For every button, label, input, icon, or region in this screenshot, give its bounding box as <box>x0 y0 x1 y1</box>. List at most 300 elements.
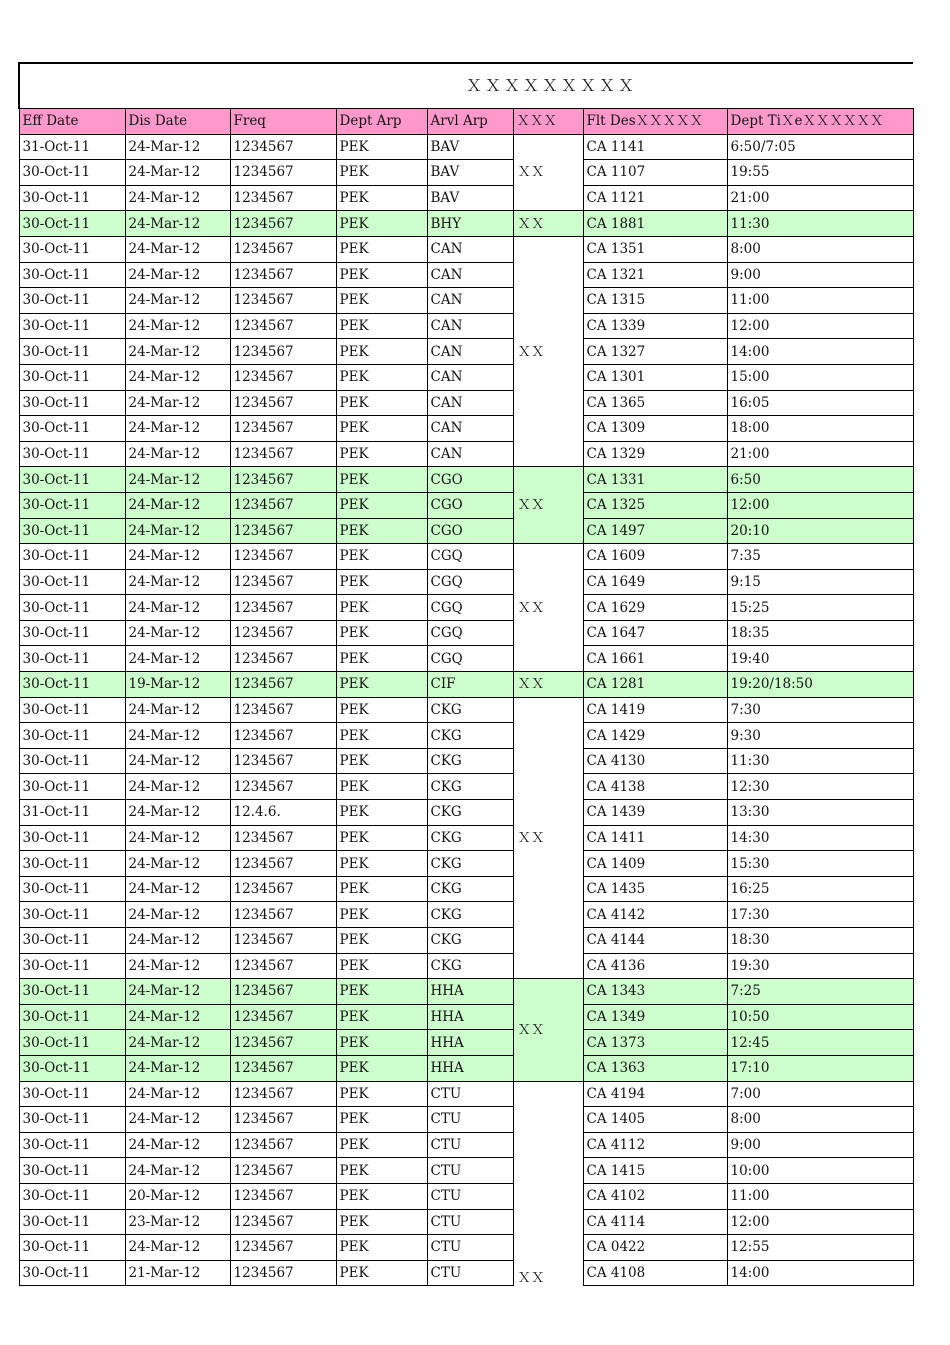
cell-dis-date: 24-Mar-12 <box>125 262 230 288</box>
cell-dept-time: 7:00 <box>727 1081 913 1107</box>
cell-freq: 1234567 <box>230 1107 336 1133</box>
cell-arvl-arp: CKG <box>427 697 513 723</box>
cell-freq: 1234567 <box>230 544 336 570</box>
cell-freq: 1234567 <box>230 979 336 1005</box>
cell-dept-arp: PEK <box>336 928 427 954</box>
cell-eff-date: 30-Oct-11 <box>19 620 125 646</box>
cell-eff-date: 30-Oct-11 <box>19 1107 125 1133</box>
cell-eff-date: 31-Oct-11 <box>19 800 125 826</box>
cell-eff-date: 30-Oct-11 <box>19 416 125 442</box>
cell-eff-date: 30-Oct-11 <box>19 723 125 749</box>
cell-freq: 1234567 <box>230 902 336 928</box>
cell-dept-time: 12:55 <box>727 1235 913 1261</box>
cell-dept-arp: PEK <box>336 1260 427 1286</box>
table-row <box>19 1055 913 1081</box>
cell-flt-des: CA 1331 <box>583 467 727 493</box>
cell-freq: 1234567 <box>230 953 336 979</box>
cell-dis-date: 24-Mar-12 <box>125 1132 230 1158</box>
cell-freq: 1234567 <box>230 928 336 954</box>
cell-freq: 1234567 <box>230 774 336 800</box>
cell-dis-date: 24-Mar-12 <box>125 364 230 390</box>
cell-dis-date: 19-Mar-12 <box>125 672 230 698</box>
cell-eff-date: 30-Oct-11 <box>19 1183 125 1209</box>
cell-dept-time: 21:00 <box>727 185 913 211</box>
cell-arvl-arp: CTU <box>427 1081 513 1107</box>
table-row <box>19 288 913 314</box>
cell-flt-des: CA 1409 <box>583 851 727 877</box>
cell-region: ＸＸ <box>513 467 583 544</box>
cell-dept-time: 15:00 <box>727 364 913 390</box>
header-dis-date: Dis Date <box>125 109 230 135</box>
cell-dept-time: 8:00 <box>727 1107 913 1133</box>
cell-dept-arp: PEK <box>336 876 427 902</box>
cell-eff-date: 30-Oct-11 <box>19 1081 125 1107</box>
cell-region: ＸＸ <box>513 134 583 211</box>
cell-arvl-arp: CAN <box>427 339 513 365</box>
cell-dept-arp: PEK <box>336 774 427 800</box>
cell-dept-arp: PEK <box>336 620 427 646</box>
cell-dept-time: 16:25 <box>727 876 913 902</box>
cell-dept-arp: PEK <box>336 364 427 390</box>
cell-freq: 1234567 <box>230 851 336 877</box>
cell-flt-des: CA 4112 <box>583 1132 727 1158</box>
cell-region: ＸＸ <box>513 672 583 698</box>
table-row <box>19 928 913 954</box>
cell-eff-date: 30-Oct-11 <box>19 1158 125 1184</box>
cell-flt-des: CA 1629 <box>583 595 727 621</box>
cell-dept-time: 20:10 <box>727 518 913 544</box>
cell-eff-date: 30-Oct-11 <box>19 467 125 493</box>
table-row <box>19 339 913 365</box>
cell-eff-date: 30-Oct-11 <box>19 825 125 851</box>
cell-flt-des: CA 1343 <box>583 979 727 1005</box>
cell-dept-time: 12:45 <box>727 1030 913 1056</box>
cell-eff-date: 30-Oct-11 <box>19 851 125 877</box>
cell-arvl-arp: CKG <box>427 876 513 902</box>
cell-eff-date: 30-Oct-11 <box>19 211 125 237</box>
cell-dis-date: 20-Mar-12 <box>125 1183 230 1209</box>
cell-arvl-arp: CAN <box>427 236 513 262</box>
cell-dept-arp: PEK <box>336 595 427 621</box>
cell-flt-des: CA 1339 <box>583 313 727 339</box>
cell-flt-des: CA 1429 <box>583 723 727 749</box>
cell-flt-des: CA 4142 <box>583 902 727 928</box>
cell-eff-date: 30-Oct-11 <box>19 160 125 186</box>
cell-dis-date: 24-Mar-12 <box>125 1004 230 1030</box>
cell-dept-arp: PEK <box>336 467 427 493</box>
cell-arvl-arp: CGQ <box>427 595 513 621</box>
cell-eff-date: 30-Oct-11 <box>19 774 125 800</box>
cell-freq: 1234567 <box>230 211 336 237</box>
cell-arvl-arp: CKG <box>427 953 513 979</box>
cell-dept-time: 11:00 <box>727 288 913 314</box>
cell-freq: 12.4.6. <box>230 800 336 826</box>
cell-dept-time: 14:00 <box>727 1260 913 1286</box>
cell-flt-des: CA 4108 <box>583 1260 727 1286</box>
cell-flt-des: CA 4194 <box>583 1081 727 1107</box>
cell-flt-des: CA 0422 <box>583 1235 727 1261</box>
cell-arvl-arp: CTU <box>427 1183 513 1209</box>
cell-flt-des: CA 1329 <box>583 441 727 467</box>
cell-freq: 1234567 <box>230 646 336 672</box>
cell-dept-arp: PEK <box>336 262 427 288</box>
table-row <box>19 313 913 339</box>
cell-dept-time: 14:00 <box>727 339 913 365</box>
cell-dis-date: 24-Mar-12 <box>125 1081 230 1107</box>
cell-flt-des: CA 1609 <box>583 544 727 570</box>
cell-eff-date: 30-Oct-11 <box>19 953 125 979</box>
table-row <box>19 825 913 851</box>
cell-arvl-arp: CGO <box>427 467 513 493</box>
header-arvl-arp: Arvl Arp <box>427 109 513 135</box>
cell-flt-des: CA 1365 <box>583 390 727 416</box>
cell-arvl-arp: CGQ <box>427 620 513 646</box>
cell-region: ＸＸ <box>513 979 583 1081</box>
table-row <box>19 1235 913 1261</box>
cell-eff-date: 30-Oct-11 <box>19 748 125 774</box>
cell-eff-date: 30-Oct-11 <box>19 390 125 416</box>
cell-eff-date: 30-Oct-11 <box>19 876 125 902</box>
cell-eff-date: 30-Oct-11 <box>19 646 125 672</box>
header-dept-arp: Dept Arp <box>336 109 427 135</box>
cell-dept-time: 12:00 <box>727 1209 913 1235</box>
cell-dis-date: 24-Mar-12 <box>125 748 230 774</box>
cell-dept-arp: PEK <box>336 569 427 595</box>
cell-freq: 1234567 <box>230 748 336 774</box>
table-row <box>19 467 913 493</box>
cell-eff-date: 30-Oct-11 <box>19 1209 125 1235</box>
cell-dept-time: 17:10 <box>727 1055 913 1081</box>
cell-dis-date: 24-Mar-12 <box>125 928 230 954</box>
cell-arvl-arp: HHA <box>427 1055 513 1081</box>
table-row <box>19 1107 913 1133</box>
cell-freq: 1234567 <box>230 825 336 851</box>
cell-eff-date: 30-Oct-11 <box>19 364 125 390</box>
cell-dis-date: 24-Mar-12 <box>125 441 230 467</box>
cell-arvl-arp: HHA <box>427 1004 513 1030</box>
cell-region: ＸＸ <box>513 697 583 979</box>
cell-dept-arp: PEK <box>336 313 427 339</box>
cell-dis-date: 24-Mar-12 <box>125 1107 230 1133</box>
cell-freq: 1234567 <box>230 467 336 493</box>
cell-arvl-arp: CAN <box>427 441 513 467</box>
cell-dept-arp: PEK <box>336 1107 427 1133</box>
cell-eff-date: 30-Oct-11 <box>19 544 125 570</box>
cell-dept-arp: PEK <box>336 416 427 442</box>
cell-eff-date: 30-Oct-11 <box>19 979 125 1005</box>
cell-dis-date: 24-Mar-12 <box>125 697 230 723</box>
cell-dept-time: 8:00 <box>727 236 913 262</box>
header-dept-time: Dept TiＸeＸＸＸＸＸＸ <box>727 109 913 135</box>
cell-eff-date: 30-Oct-11 <box>19 185 125 211</box>
cell-dept-time: 12:00 <box>727 492 913 518</box>
cell-dept-time: 7:25 <box>727 979 913 1005</box>
cell-eff-date: 30-Oct-11 <box>19 697 125 723</box>
cell-eff-date: 30-Oct-11 <box>19 518 125 544</box>
cell-dept-arp: PEK <box>336 672 427 698</box>
cell-arvl-arp: CTU <box>427 1158 513 1184</box>
cell-dept-time: 13:30 <box>727 800 913 826</box>
cell-dis-date: 24-Mar-12 <box>125 774 230 800</box>
cell-freq: 1234567 <box>230 518 336 544</box>
cell-dis-date: 24-Mar-12 <box>125 1235 230 1261</box>
cell-dept-arp: PEK <box>336 211 427 237</box>
cell-freq: 1234567 <box>230 339 336 365</box>
cell-dept-arp: PEK <box>336 134 427 160</box>
cell-dept-arp: PEK <box>336 1183 427 1209</box>
cell-eff-date: 30-Oct-11 <box>19 1055 125 1081</box>
cell-dis-date: 24-Mar-12 <box>125 979 230 1005</box>
cell-flt-des: CA 1351 <box>583 236 727 262</box>
header-flt-des: Flt DesＸＸＸＸＸ <box>583 109 727 135</box>
cell-dept-arp: PEK <box>336 288 427 314</box>
cell-dept-arp: PEK <box>336 1209 427 1235</box>
cell-arvl-arp: CKG <box>427 800 513 826</box>
cell-freq: 1234567 <box>230 1158 336 1184</box>
table-row <box>19 236 913 262</box>
cell-dept-arp: PEK <box>336 851 427 877</box>
cell-arvl-arp: CGQ <box>427 569 513 595</box>
cell-arvl-arp: CKG <box>427 928 513 954</box>
cell-dept-arp: PEK <box>336 236 427 262</box>
cell-flt-des: CA 1301 <box>583 364 727 390</box>
cell-freq: 1234567 <box>230 1030 336 1056</box>
table-row <box>19 364 913 390</box>
cell-dept-arp: PEK <box>336 1030 427 1056</box>
cell-dis-date: 24-Mar-12 <box>125 185 230 211</box>
cell-dept-time: 17:30 <box>727 902 913 928</box>
cell-flt-des: CA 1327 <box>583 339 727 365</box>
cell-dept-arp: PEK <box>336 185 427 211</box>
cell-flt-des: CA 1141 <box>583 134 727 160</box>
cell-eff-date: 30-Oct-11 <box>19 1004 125 1030</box>
cell-freq: 1234567 <box>230 672 336 698</box>
cell-dept-time: 12:00 <box>727 313 913 339</box>
cell-freq: 1234567 <box>230 441 336 467</box>
cell-arvl-arp: BAV <box>427 160 513 186</box>
cell-eff-date: 30-Oct-11 <box>19 262 125 288</box>
cell-flt-des: CA 1649 <box>583 569 727 595</box>
cell-arvl-arp: CTU <box>427 1132 513 1158</box>
cell-dept-arp: PEK <box>336 800 427 826</box>
cell-arvl-arp: CTU <box>427 1209 513 1235</box>
cell-dept-arp: PEK <box>336 390 427 416</box>
cell-dis-date: 24-Mar-12 <box>125 160 230 186</box>
cell-freq: 1234567 <box>230 185 336 211</box>
table-row <box>19 595 913 621</box>
cell-arvl-arp: BAV <box>427 185 513 211</box>
cell-flt-des: CA 4144 <box>583 928 727 954</box>
cell-arvl-arp: CTU <box>427 1235 513 1261</box>
cell-dis-date: 24-Mar-12 <box>125 851 230 877</box>
cell-flt-des: CA 1315 <box>583 288 727 314</box>
header-region: ＸＸＸ <box>513 109 583 135</box>
table-row <box>19 723 913 749</box>
cell-dis-date: 24-Mar-12 <box>125 288 230 314</box>
cell-dept-time: 10:50 <box>727 1004 913 1030</box>
cell-dept-time: 19:20/18:50 <box>727 672 913 698</box>
cell-dis-date: 24-Mar-12 <box>125 339 230 365</box>
table-row <box>19 1132 913 1158</box>
cell-flt-des: CA 1497 <box>583 518 727 544</box>
table-row <box>19 697 913 723</box>
cell-dept-arp: PEK <box>336 723 427 749</box>
table-row <box>19 211 913 237</box>
cell-dept-time: 19:30 <box>727 953 913 979</box>
cell-dept-arp: PEK <box>336 1081 427 1107</box>
table-row <box>19 1260 913 1286</box>
cell-eff-date: 30-Oct-11 <box>19 1260 125 1286</box>
cell-dept-arp: PEK <box>336 518 427 544</box>
table-row <box>19 953 913 979</box>
cell-dis-date: 24-Mar-12 <box>125 390 230 416</box>
cell-eff-date: 30-Oct-11 <box>19 928 125 954</box>
cell-flt-des: CA 1411 <box>583 825 727 851</box>
cell-arvl-arp: CKG <box>427 748 513 774</box>
cell-eff-date: 30-Oct-11 <box>19 902 125 928</box>
cell-dis-date: 24-Mar-12 <box>125 902 230 928</box>
cell-dis-date: 24-Mar-12 <box>125 646 230 672</box>
cell-dis-date: 24-Mar-12 <box>125 313 230 339</box>
cell-dis-date: 24-Mar-12 <box>125 1055 230 1081</box>
cell-flt-des: CA 1647 <box>583 620 727 646</box>
cell-dept-time: 11:00 <box>727 1183 913 1209</box>
cell-dept-arp: PEK <box>336 748 427 774</box>
table-row <box>19 544 913 570</box>
cell-dis-date: 21-Mar-12 <box>125 1260 230 1286</box>
cell-arvl-arp: CAN <box>427 416 513 442</box>
cell-eff-date: 31-Oct-11 <box>19 134 125 160</box>
cell-freq: 1234567 <box>230 134 336 160</box>
cell-dept-time: 7:30 <box>727 697 913 723</box>
table-row <box>19 185 913 211</box>
cell-arvl-arp: HHA <box>427 1030 513 1056</box>
cell-dept-time: 9:30 <box>727 723 913 749</box>
cell-region: ＸＸ <box>513 236 583 466</box>
cell-region: ＸＸ <box>513 544 583 672</box>
cell-dept-time: 19:55 <box>727 160 913 186</box>
cell-dept-arp: PEK <box>336 825 427 851</box>
cell-arvl-arp: CKG <box>427 851 513 877</box>
cell-dept-time: 11:30 <box>727 748 913 774</box>
cell-dept-time: 6:50/7:05 <box>727 134 913 160</box>
cell-dept-arp: PEK <box>336 339 427 365</box>
cell-dis-date: 24-Mar-12 <box>125 211 230 237</box>
cell-flt-des: CA 1419 <box>583 697 727 723</box>
cell-flt-des: CA 4102 <box>583 1183 727 1209</box>
cell-arvl-arp: CIF <box>427 672 513 698</box>
cell-freq: 1234567 <box>230 1004 336 1030</box>
cell-dis-date: 24-Mar-12 <box>125 518 230 544</box>
cell-dept-arp: PEK <box>336 160 427 186</box>
cell-flt-des: CA 1439 <box>583 800 727 826</box>
cell-dept-arp: PEK <box>336 544 427 570</box>
cell-freq: 1234567 <box>230 390 336 416</box>
cell-dis-date: 24-Mar-12 <box>125 800 230 826</box>
cell-freq: 1234567 <box>230 876 336 902</box>
header-row <box>19 109 913 135</box>
cell-freq: 1234567 <box>230 416 336 442</box>
cell-flt-des: CA 1349 <box>583 1004 727 1030</box>
cell-dis-date: 24-Mar-12 <box>125 876 230 902</box>
cell-flt-des: CA 1661 <box>583 646 727 672</box>
cell-dept-time: 19:40 <box>727 646 913 672</box>
cell-flt-des: CA 1321 <box>583 262 727 288</box>
cell-dept-time: 16:05 <box>727 390 913 416</box>
cell-freq: 1234567 <box>230 364 336 390</box>
table-row <box>19 492 913 518</box>
cell-freq: 1234567 <box>230 492 336 518</box>
cell-dept-time: 14:30 <box>727 825 913 851</box>
cell-dis-date: 24-Mar-12 <box>125 134 230 160</box>
cell-dis-date: 24-Mar-12 <box>125 1030 230 1056</box>
cell-freq: 1234567 <box>230 1235 336 1261</box>
cell-flt-des: CA 1373 <box>583 1030 727 1056</box>
cell-freq: 1234567 <box>230 723 336 749</box>
table-row <box>19 160 913 186</box>
cell-arvl-arp: BAV <box>427 134 513 160</box>
table-row <box>19 774 913 800</box>
cell-dept-time: 9:00 <box>727 1132 913 1158</box>
cell-eff-date: 30-Oct-11 <box>19 339 125 365</box>
cell-dept-time: 15:25 <box>727 595 913 621</box>
cell-arvl-arp: CGO <box>427 492 513 518</box>
cell-dis-date: 24-Mar-12 <box>125 236 230 262</box>
header-freq: Freq <box>230 109 336 135</box>
cell-dis-date: 23-Mar-12 <box>125 1209 230 1235</box>
flight-schedule-sheet <box>18 62 914 1286</box>
table-row <box>19 851 913 877</box>
cell-arvl-arp: CAN <box>427 288 513 314</box>
cell-dis-date: 24-Mar-12 <box>125 569 230 595</box>
cell-eff-date: 30-Oct-11 <box>19 288 125 314</box>
cell-eff-date: 30-Oct-11 <box>19 1235 125 1261</box>
cell-freq: 1234567 <box>230 697 336 723</box>
cell-arvl-arp: CKG <box>427 902 513 928</box>
table-row <box>19 390 913 416</box>
cell-freq: 1234567 <box>230 313 336 339</box>
cell-freq: 1234567 <box>230 595 336 621</box>
table-row <box>19 979 913 1005</box>
cell-region: ＸＸ <box>513 211 583 237</box>
cell-arvl-arp: CGQ <box>427 544 513 570</box>
cell-freq: 1234567 <box>230 262 336 288</box>
header-eff-date: Eff Date <box>19 109 125 135</box>
cell-arvl-arp: CKG <box>427 723 513 749</box>
table-row <box>19 876 913 902</box>
cell-eff-date: 30-Oct-11 <box>19 569 125 595</box>
cell-arvl-arp: CGO <box>427 518 513 544</box>
table-row <box>19 1209 913 1235</box>
table-row <box>19 646 913 672</box>
cell-dept-arp: PEK <box>336 1055 427 1081</box>
cell-eff-date: 30-Oct-11 <box>19 313 125 339</box>
table-row <box>19 672 913 698</box>
cell-flt-des: CA 1881 <box>583 211 727 237</box>
cell-dept-arp: PEK <box>336 492 427 518</box>
cell-flt-des: CA 1435 <box>583 876 727 902</box>
cell-dept-time: 9:00 <box>727 262 913 288</box>
cell-eff-date: 30-Oct-11 <box>19 441 125 467</box>
cell-dept-time: 11:30 <box>727 211 913 237</box>
cell-region: ＸＸ <box>513 1081 583 1286</box>
cell-arvl-arp: CAN <box>427 262 513 288</box>
table-row <box>19 1158 913 1184</box>
cell-eff-date: 30-Oct-11 <box>19 492 125 518</box>
cell-flt-des: CA 1405 <box>583 1107 727 1133</box>
table-row <box>19 902 913 928</box>
table-row <box>19 620 913 646</box>
